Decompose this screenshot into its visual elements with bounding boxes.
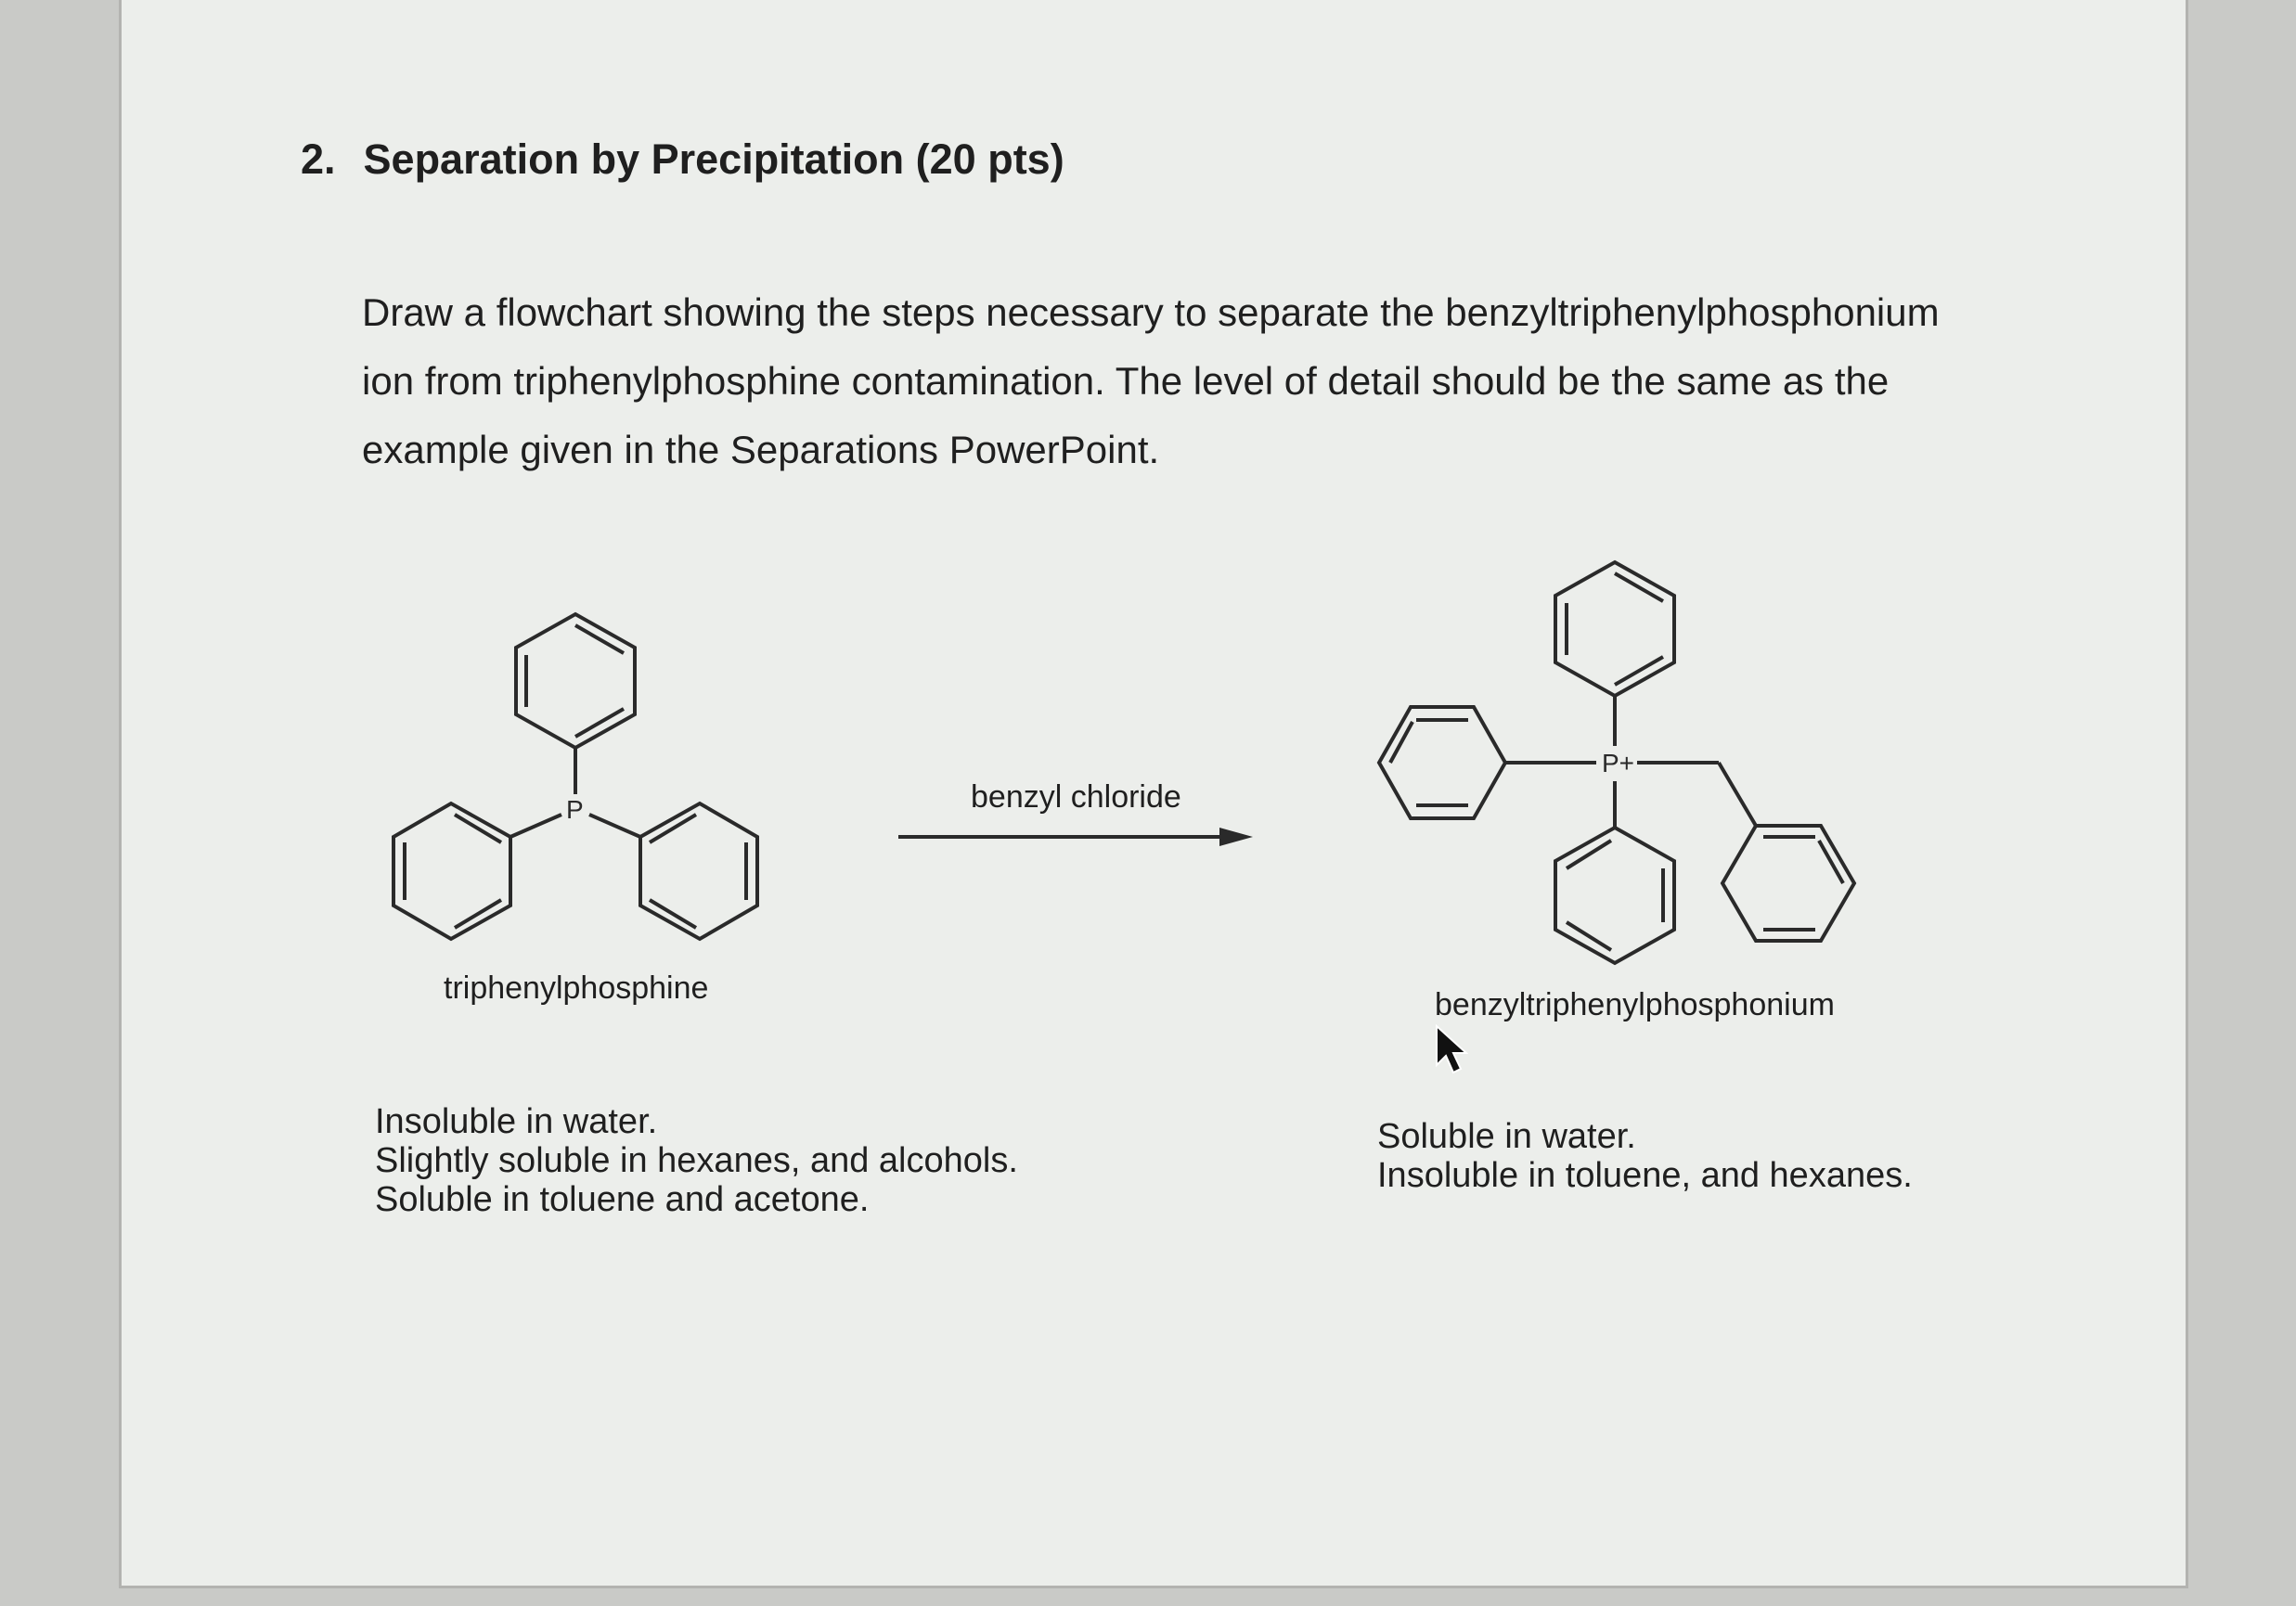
question-number: 2. <box>301 135 336 183</box>
prompt-line: Draw a flowchart showing the steps necessary to separate the benzyltriphenylphosphonium <box>362 290 1940 334</box>
product-name: benzyltriphenylphosphonium <box>1435 987 1835 1022</box>
phosphonium-label: P+ <box>1602 749 1635 777</box>
prompt-line: example given in the Separations PowerPoint. <box>362 428 1160 471</box>
question-heading <box>301 135 1064 184</box>
reactant-name: triphenylphosphine <box>444 970 709 1006</box>
benzyltriphenylphosphonium-structure <box>1407 555 1871 963</box>
reaction-arrow-icon <box>898 824 1255 850</box>
property-line: Soluble in toluene and acetone. <box>375 1180 870 1219</box>
reactant-properties <box>375 1102 1018 1219</box>
property-line: Soluble in water. <box>1377 1117 1636 1156</box>
phosphorus-label: P <box>566 795 584 824</box>
product-properties <box>1377 1117 1913 1195</box>
triphenylphosphine-structure <box>390 603 780 956</box>
prompt-line: ion from triphenylphosphine contamination. The level of detail should be the same as the <box>362 359 1890 403</box>
question-prompt <box>362 278 2070 484</box>
property-line: Insoluble in toluene, and hexanes. <box>1377 1156 1913 1195</box>
mouse-pointer-icon <box>1435 1024 1468 1076</box>
property-line: Slightly soluble in hexanes, and alcohols. <box>375 1141 1018 1180</box>
property-line: Insoluble in water. <box>375 1102 658 1141</box>
reagent-label: benzyl chloride <box>971 779 1181 815</box>
question-title: Separation by Precipitation (20 pts) <box>363 135 1064 183</box>
